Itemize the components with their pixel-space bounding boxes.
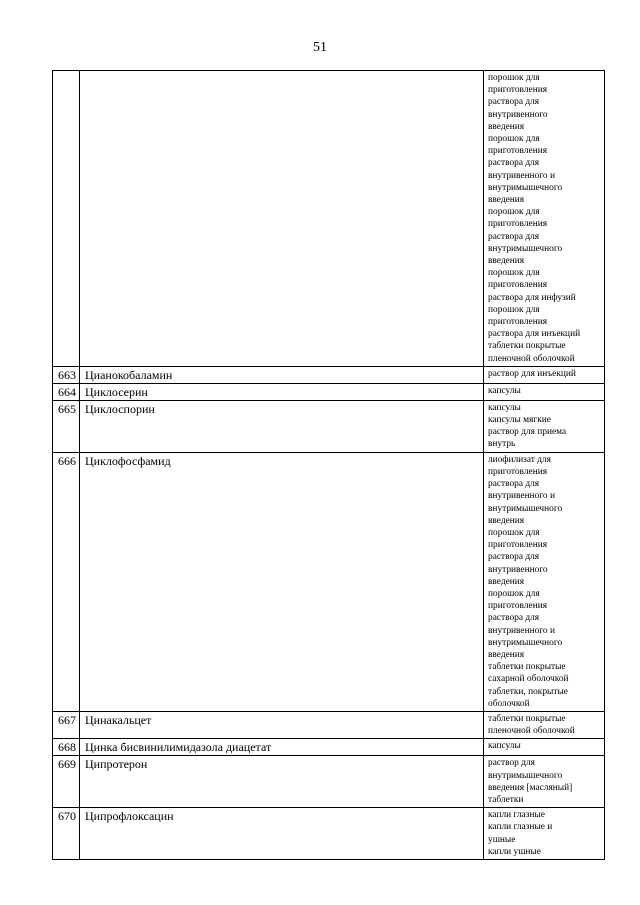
- table-row: [53, 739, 605, 756]
- dosage-form-line: приготовления: [488, 601, 548, 612]
- dosage-form-line: внутримышечного: [488, 182, 563, 193]
- dosage-forms: [484, 400, 605, 452]
- table-row: [53, 383, 605, 400]
- table-row: [53, 711, 605, 738]
- dosage-form-line: раствора для: [488, 97, 540, 108]
- dosage-form-line: ушные: [488, 834, 516, 845]
- dosage-form-line: капли глазные и: [488, 822, 553, 833]
- drug-name: Циклоспорин: [80, 400, 484, 452]
- table-row: [53, 452, 605, 711]
- dosage-form-line: капли ушные: [488, 846, 541, 857]
- dosage-form-line: введения: [488, 121, 525, 132]
- drug-name: Цинка бисвинилимидазола диацетат: [80, 739, 484, 756]
- table-row: [53, 756, 605, 808]
- drug-name: Цианокобаламин: [80, 366, 484, 383]
- dosage-form-line: внутривенного и: [488, 625, 555, 636]
- row-number: 664: [53, 383, 80, 400]
- row-number: 668: [53, 739, 80, 756]
- dosage-form-line: капсулы мягкие: [488, 415, 551, 426]
- dosage-forms: [484, 739, 605, 756]
- drug-table: [52, 70, 605, 860]
- table-row: [53, 400, 605, 452]
- dosage-form-line: капсулы: [488, 385, 521, 396]
- dosage-form-line: порошок для: [488, 304, 540, 315]
- dosage-form-line: внутривенного и: [488, 170, 555, 181]
- dosage-forms: [484, 808, 605, 860]
- dosage-form-line: внутримышечного: [488, 243, 563, 254]
- table-row-continuation: [53, 71, 605, 367]
- drug-name: Ципротерон: [80, 756, 484, 808]
- dosage-form-line: раствор для приема: [488, 427, 567, 438]
- dosage-form-line: введения: [488, 256, 525, 267]
- dosage-form-line: порошок для: [488, 527, 540, 538]
- dosage-form-line: приготовления: [488, 280, 548, 291]
- dosage-form-line: таблетки, покрытые: [488, 686, 568, 697]
- dosage-form-line: приготовления: [488, 219, 548, 230]
- dosage-forms: [484, 366, 605, 383]
- dosage-form-line: приготовления: [488, 317, 548, 328]
- dosage-form-line: раствора для: [488, 552, 540, 563]
- dosage-form-line: внутримышечного: [488, 503, 563, 514]
- dosage-form-line: раствор для: [488, 758, 535, 769]
- dosage-form-line: раствора для инъекций: [488, 329, 581, 340]
- drug-name: [80, 71, 484, 367]
- drug-name: Ципрофлоксацин: [80, 808, 484, 860]
- dosage-form-line: лиофилизат для: [488, 454, 551, 465]
- dosage-form-line: оболочкой: [488, 698, 530, 709]
- dosage-form-line: внутримышечного: [488, 637, 563, 648]
- dosage-form-line: введения [масляный]: [488, 782, 573, 793]
- dosage-form-line: порошок для: [488, 207, 540, 218]
- dosage-form-line: пленочной оболочкой: [488, 726, 575, 737]
- row-number: 667: [53, 711, 80, 738]
- dosage-form-line: порошок для: [488, 268, 540, 279]
- row-number: [53, 71, 80, 367]
- dosage-forms: [484, 756, 605, 808]
- dosage-form-line: внутрь: [488, 439, 516, 450]
- dosage-form-line: внутривенного: [488, 109, 548, 120]
- row-number: 666: [53, 452, 80, 711]
- dosage-form-line: таблетки покрытые: [488, 341, 566, 352]
- dosage-forms: [484, 71, 605, 367]
- dosage-forms: [484, 383, 605, 400]
- table-row: [53, 808, 605, 860]
- drug-name: Циклофосфамид: [80, 452, 484, 711]
- table-row: [53, 366, 605, 383]
- dosage-form-line: порошок для: [488, 588, 540, 599]
- dosage-form-line: таблетки покрытые: [488, 662, 566, 673]
- dosage-form-line: введения: [488, 195, 525, 206]
- dosage-form-line: таблетки: [488, 794, 524, 805]
- dosage-form-line: пленочной оболочкой: [488, 353, 575, 364]
- page-number: 51: [313, 40, 327, 55]
- dosage-form-line: капсулы: [488, 741, 521, 752]
- dosage-form-line: раствора для: [488, 479, 540, 490]
- row-number: 669: [53, 756, 80, 808]
- dosage-form-line: приготовления: [488, 146, 548, 157]
- dosage-form-line: капсулы: [488, 402, 521, 413]
- dosage-form-line: введения: [488, 576, 525, 587]
- dosage-form-line: внутривенного и: [488, 491, 555, 502]
- dosage-form-line: капли глазные: [488, 810, 545, 821]
- dosage-form-line: порошок для: [488, 73, 540, 83]
- dosage-form-line: введения: [488, 649, 525, 660]
- dosage-form-line: раствора для: [488, 158, 540, 169]
- dosage-form-line: раствора для: [488, 613, 540, 624]
- dosage-form-line: сахарной оболочкой: [488, 674, 569, 685]
- dosage-form-line: приготовления: [488, 466, 548, 477]
- row-number: 665: [53, 400, 80, 452]
- row-number: 670: [53, 808, 80, 860]
- dosage-form-line: порошок для: [488, 134, 540, 145]
- drug-name: Цинакальцет: [80, 711, 484, 738]
- dosage-form-line: раствор для инъекций: [488, 368, 576, 379]
- row-number: 663: [53, 366, 80, 383]
- dosage-form-line: внутривенного: [488, 564, 548, 575]
- dosage-form-line: раствора для инфузий: [488, 292, 576, 303]
- dosage-form-line: приготовления: [488, 540, 548, 551]
- dosage-form-line: раствора для: [488, 231, 540, 242]
- dosage-form-line: внутримышечного: [488, 770, 563, 781]
- drug-name: Циклосерин: [80, 383, 484, 400]
- dosage-form-line: приготовления: [488, 85, 548, 96]
- table-body: [53, 71, 605, 860]
- dosage-forms: [484, 452, 605, 711]
- dosage-forms: [484, 711, 605, 738]
- dosage-form-line: таблетки покрытые: [488, 713, 566, 724]
- dosage-form-line: введения: [488, 515, 525, 526]
